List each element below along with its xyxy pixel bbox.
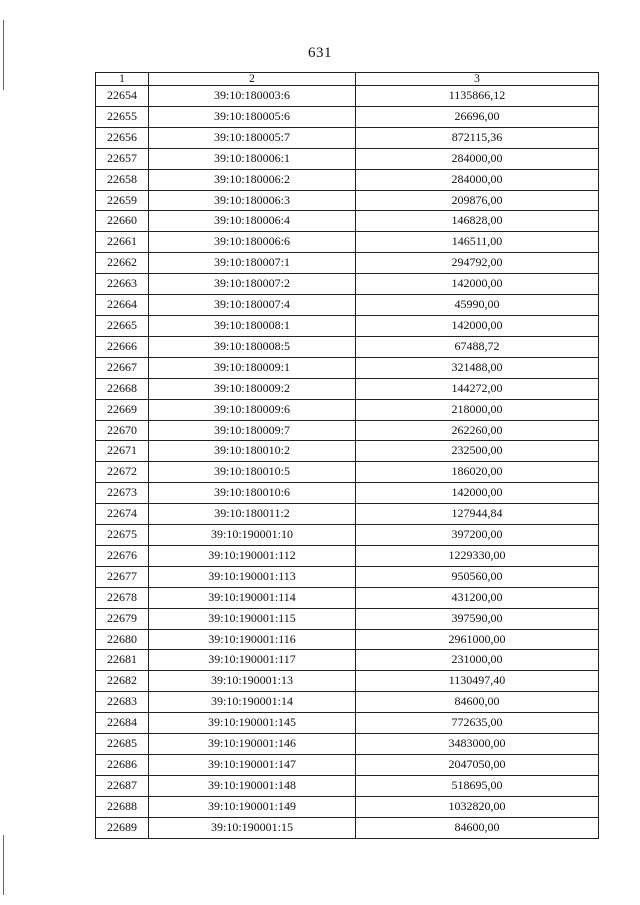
cadastral-value-cell: 321488,00 [356,357,599,378]
cadastral-value-cell: 2047050,00 [356,755,599,776]
table-row [96,399,599,420]
table-row [96,190,599,211]
cadastral-number-cell: 39:10:180009:2 [149,378,356,399]
row-number-cell: 22658 [96,169,149,190]
row-number-cell: 22662 [96,253,149,274]
cadastral-number-cell: 39:10:190001:147 [149,755,356,776]
row-number-cell: 22680 [96,629,149,650]
cadastral-number-cell: 39:10:180010:2 [149,441,356,462]
cadastral-number-cell: 39:10:180007:1 [149,253,356,274]
table-row [96,169,599,190]
table-row [96,504,599,525]
cadastral-number-cell: 39:10:190001:145 [149,713,356,734]
table-row [96,274,599,295]
cadastral-number-cell: 39:10:180006:4 [149,211,356,232]
row-number-cell: 22688 [96,796,149,817]
table-row [96,545,599,566]
cadastral-value-cell: 262260,00 [356,420,599,441]
table-row [96,608,599,629]
cadastral-value-cell: 3483000,00 [356,734,599,755]
cadastral-number-cell: 39:10:180008:5 [149,336,356,357]
cadastral-value-cell: 142000,00 [356,315,599,336]
table-row [96,713,599,734]
row-number-cell: 22655 [96,106,149,127]
row-number-cell: 22670 [96,420,149,441]
cadastral-value-cell: 218000,00 [356,399,599,420]
cadastral-value-cell: 1135866,12 [356,86,599,107]
cadastral-value-cell: 26696,00 [356,106,599,127]
row-number-cell: 22665 [96,315,149,336]
table-row [96,211,599,232]
row-number-cell: 22672 [96,462,149,483]
cadastral-number-cell: 39:10:180010:6 [149,483,356,504]
table-row [96,755,599,776]
cadastral-number-cell: 39:10:190001:112 [149,545,356,566]
table-body [96,86,599,839]
table-row [96,357,599,378]
table-row [96,525,599,546]
row-number-cell: 22686 [96,755,149,776]
cadastral-value-cell: 144272,00 [356,378,599,399]
column-header-3: 3 [356,73,599,86]
cadastral-value-cell: 284000,00 [356,169,599,190]
cadastral-value-cell: 397590,00 [356,608,599,629]
cadastral-number-cell: 39:10:190001:115 [149,608,356,629]
row-number-cell: 22667 [96,357,149,378]
cadastral-value-cell: 518695,00 [356,775,599,796]
row-number-cell: 22669 [96,399,149,420]
cadastral-number-cell: 39:10:190001:148 [149,775,356,796]
table-row [96,86,599,107]
row-number-cell: 22666 [96,336,149,357]
row-number-cell: 22664 [96,295,149,316]
table-row [96,378,599,399]
scan-margin-mark [3,20,4,90]
cadastral-number-cell: 39:10:180005:7 [149,127,356,148]
table-row [96,420,599,441]
cadastral-number-cell: 39:10:180009:1 [149,357,356,378]
cadastral-value-cell: 1229330,00 [356,545,599,566]
cadastral-value-cell: 209876,00 [356,190,599,211]
table-row [96,671,599,692]
column-header-2: 2 [149,73,356,86]
row-number-cell: 22659 [96,190,149,211]
scan-margin-mark [3,835,4,895]
table-row [96,650,599,671]
table-row [96,796,599,817]
row-number-cell: 22682 [96,671,149,692]
table-row [96,775,599,796]
table-row [96,462,599,483]
cadastral-number-cell: 39:10:180010:5 [149,462,356,483]
cadastral-value-cell: 146828,00 [356,211,599,232]
table-row [96,734,599,755]
cadastral-value-cell: 127944,84 [356,504,599,525]
cadastral-number-cell: 39:10:180011:2 [149,504,356,525]
table-row [96,587,599,608]
table-row [96,629,599,650]
cadastral-value-cell: 84600,00 [356,692,599,713]
cadastral-value-cell: 872115,36 [356,127,599,148]
cadastral-number-cell: 39:10:190001:10 [149,525,356,546]
cadastral-value-cell: 397200,00 [356,525,599,546]
cadastral-number-cell: 39:10:190001:146 [149,734,356,755]
row-number-cell: 22684 [96,713,149,734]
table-row [96,441,599,462]
row-number-cell: 22689 [96,817,149,838]
cadastral-number-cell: 39:10:180007:2 [149,274,356,295]
row-number-cell: 22679 [96,608,149,629]
cadastral-value-cell: 1130497,40 [356,671,599,692]
cadastral-number-cell: 39:10:190001:117 [149,650,356,671]
cadastral-value-cell: 84600,00 [356,817,599,838]
cadastral-value-cell: 67488,72 [356,336,599,357]
cadastral-value-cell: 431200,00 [356,587,599,608]
table-row [96,148,599,169]
table-row [96,295,599,316]
row-number-cell: 22668 [96,378,149,399]
cadastral-number-cell: 39:10:190001:13 [149,671,356,692]
table-row [96,127,599,148]
cadastral-number-cell: 39:10:180006:2 [149,169,356,190]
table-row [96,692,599,713]
cadastral-value-cell: 1032820,00 [356,796,599,817]
column-header-1: 1 [96,73,149,86]
row-number-cell: 22656 [96,127,149,148]
cadastral-value-cell: 142000,00 [356,483,599,504]
cadastral-number-cell: 39:10:180009:6 [149,399,356,420]
cadastral-value-cell: 232500,00 [356,441,599,462]
table-row [96,483,599,504]
row-number-cell: 22660 [96,211,149,232]
cadastral-value-cell: 231000,00 [356,650,599,671]
row-number-cell: 22654 [96,86,149,107]
row-number-cell: 22687 [96,775,149,796]
row-number-cell: 22674 [96,504,149,525]
cadastral-number-cell: 39:10:180007:4 [149,295,356,316]
row-number-cell: 22657 [96,148,149,169]
table-row [96,566,599,587]
cadastral-value-cell: 772635,00 [356,713,599,734]
cadastral-number-cell: 39:10:180006:3 [149,190,356,211]
cadastral-number-cell: 39:10:180009:7 [149,420,356,441]
table-row [96,336,599,357]
cadastral-value-table [95,72,599,839]
cadastral-value-cell: 2961000,00 [356,629,599,650]
table-row [96,817,599,838]
cadastral-number-cell: 39:10:190001:113 [149,566,356,587]
row-number-cell: 22671 [96,441,149,462]
header-row [96,73,599,86]
cadastral-number-cell: 39:10:180008:1 [149,315,356,336]
cadastral-number-cell: 39:10:180005:6 [149,106,356,127]
cadastral-value-cell: 45990,00 [356,295,599,316]
row-number-cell: 22678 [96,587,149,608]
table-row [96,106,599,127]
cadastral-number-cell: 39:10:180006:1 [149,148,356,169]
table-row [96,253,599,274]
table-header [96,73,599,86]
row-number-cell: 22681 [96,650,149,671]
cadastral-number-cell: 39:10:180003:6 [149,86,356,107]
row-number-cell: 22675 [96,525,149,546]
page-number: 631 [308,45,332,61]
cadastral-number-cell: 39:10:190001:114 [149,587,356,608]
cadastral-value-cell: 294792,00 [356,253,599,274]
row-number-cell: 22663 [96,274,149,295]
row-number-cell: 22685 [96,734,149,755]
cadastral-number-cell: 39:10:180006:6 [149,232,356,253]
cadastral-number-cell: 39:10:190001:149 [149,796,356,817]
row-number-cell: 22661 [96,232,149,253]
cadastral-value-cell: 950560,00 [356,566,599,587]
cadastral-value-cell: 284000,00 [356,148,599,169]
row-number-cell: 22683 [96,692,149,713]
cadastral-number-cell: 39:10:190001:116 [149,629,356,650]
table-row [96,315,599,336]
cadastral-value-cell: 142000,00 [356,274,599,295]
row-number-cell: 22673 [96,483,149,504]
table-row [96,232,599,253]
row-number-cell: 22676 [96,545,149,566]
cadastral-number-cell: 39:10:190001:14 [149,692,356,713]
cadastral-number-cell: 39:10:190001:15 [149,817,356,838]
row-number-cell: 22677 [96,566,149,587]
cadastral-value-cell: 186020,00 [356,462,599,483]
cadastral-value-cell: 146511,00 [356,232,599,253]
